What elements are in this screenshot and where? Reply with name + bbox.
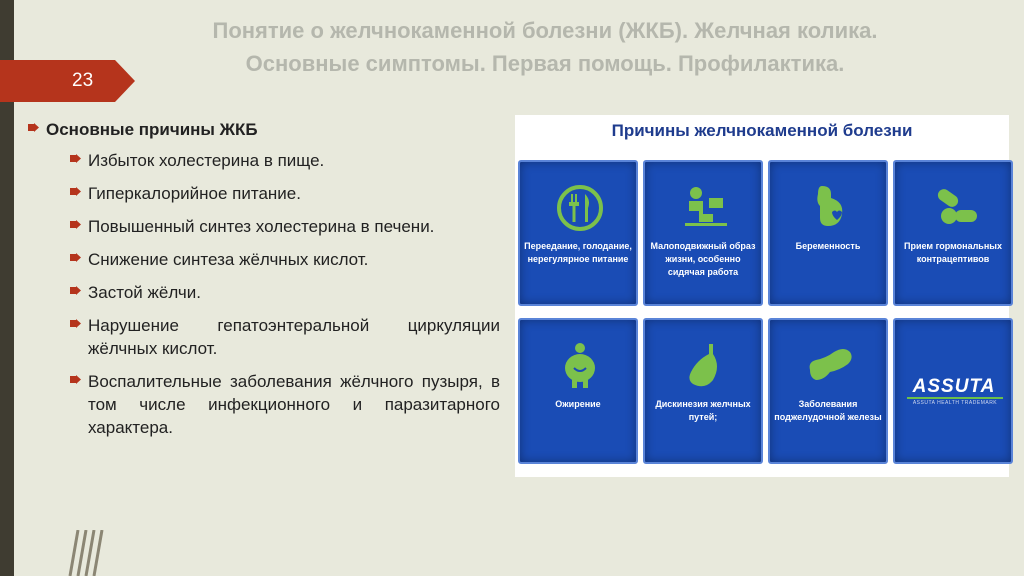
fork-knife-icon <box>554 182 606 234</box>
arrow-bullet-icon <box>70 286 81 295</box>
list-item <box>70 149 500 172</box>
cause-tile <box>518 160 638 306</box>
list-item-text: Застой жёлчи. <box>88 283 201 302</box>
cause-tile <box>893 160 1013 306</box>
arrow-bullet-icon <box>70 253 81 262</box>
list-item <box>70 182 500 205</box>
tile-label: Ожирение <box>555 399 601 409</box>
obesity-icon <box>554 340 606 392</box>
slide-number-arrow <box>0 60 135 102</box>
cause-tile <box>643 160 763 306</box>
list-item-text: Нарушение гепатоэнтеральной циркуляции жёлчных кислот. <box>88 316 500 358</box>
list-item-text: Повышенный синтез холестерина в печени. <box>88 217 435 236</box>
cause-tile <box>518 318 638 464</box>
arrow-bullet-icon <box>70 375 81 384</box>
assuta-logo-tile <box>893 318 1013 464</box>
list-item-text: Избыток холестерина в пище. <box>88 151 325 170</box>
desk-worker-icon <box>679 182 731 234</box>
tile-label: Дискинезия желчных путей; <box>655 399 751 422</box>
assuta-logo-subtext: ASSUTA HEALTH TRADEMARK <box>912 400 998 406</box>
pregnancy-icon <box>804 182 856 234</box>
assuta-logo-text: ASSUTA <box>912 376 996 397</box>
list-item <box>70 215 500 238</box>
arrow-bullet-icon <box>28 123 39 132</box>
logo-underline <box>907 397 1003 399</box>
cause-tile <box>768 318 888 464</box>
list-item <box>70 314 500 360</box>
slide-title-line1: Понятие о желчнокаменной болезни (ЖКБ). Желчная колика. <box>212 18 878 43</box>
tile-label: Заболевания поджелудочной железы <box>774 399 882 422</box>
slide-number-badge <box>0 60 135 102</box>
arrow-bullet-icon <box>70 220 81 229</box>
arrow-bullet-icon <box>70 154 81 163</box>
main-bullet <box>28 118 500 141</box>
tile-label: Беременность <box>795 241 861 251</box>
pancreas-icon <box>804 340 856 392</box>
pills-icon <box>929 182 981 234</box>
list-item-text: Снижение синтеза жёлчных кислот. <box>88 250 369 269</box>
list-item <box>70 248 500 271</box>
infographic-title: Причины желчнокаменной болезни <box>611 121 913 140</box>
tile-label: Малоподвижный образ жизни, особенно сидячая работа <box>650 241 756 277</box>
tile-label: Переедание, голодание, нерегулярное питание <box>524 241 632 264</box>
infographic-panel <box>515 115 1009 477</box>
main-bullet-text: Основные причины ЖКБ <box>46 120 258 139</box>
list-item <box>70 281 500 304</box>
arrow-bullet-icon <box>70 187 81 196</box>
arrow-bullet-icon <box>70 319 81 328</box>
cause-tile <box>643 318 763 464</box>
tile-label: Прием гормональных контрацептивов <box>904 241 1002 264</box>
decorative-stripes <box>0 530 120 576</box>
slide-title-line2: Основные симптомы. Первая помощь. Профилактика. <box>245 51 845 76</box>
gallbladder-icon <box>679 340 731 392</box>
list-item-text: Гиперкалорийное питание. <box>88 184 301 203</box>
slide-title <box>120 14 970 80</box>
bullet-list <box>28 118 500 449</box>
list-item-text: Воспалительные заболевания жёлчного пузыря, в том числе инфекционного и паразитарного характера. <box>88 372 500 437</box>
list-item <box>70 370 500 439</box>
cause-tile <box>768 160 888 306</box>
slide-number: 23 <box>72 70 94 91</box>
